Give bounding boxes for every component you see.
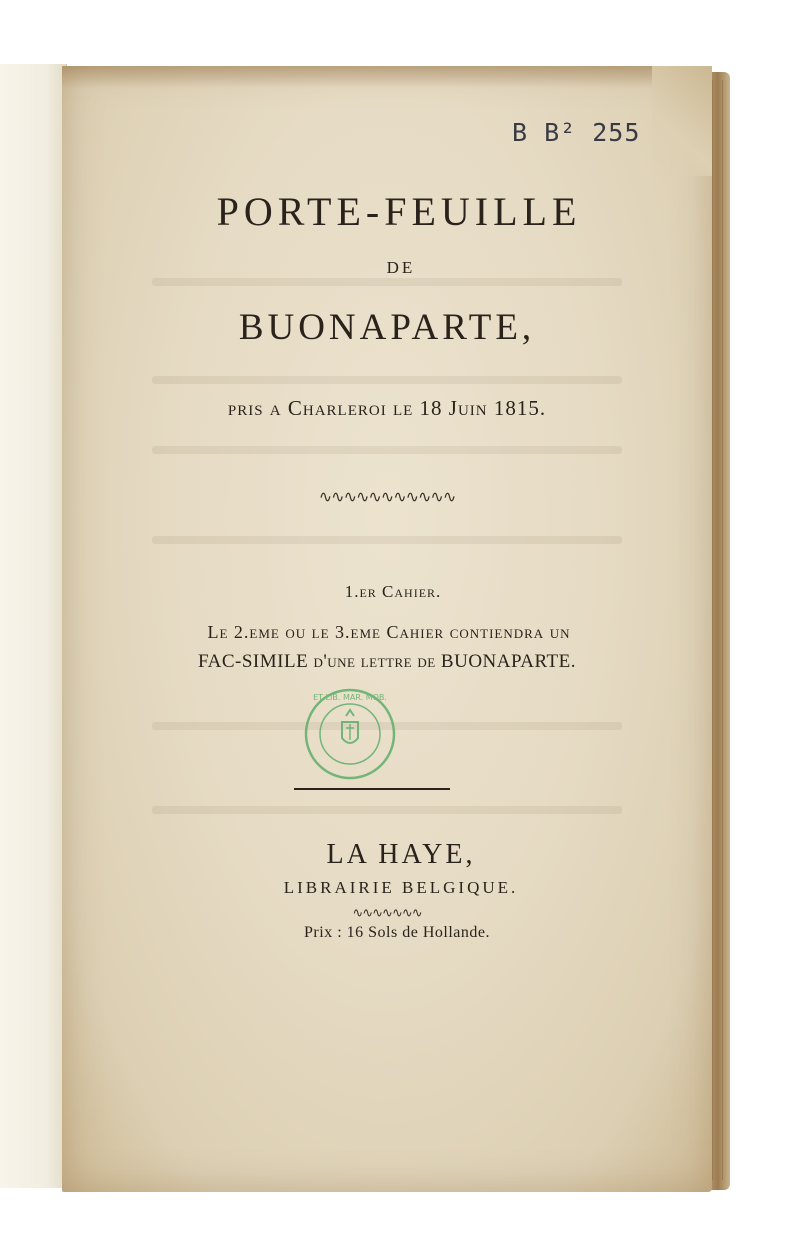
page-edge-line xyxy=(722,80,723,1180)
note-buonaparte: BUONAPARTE. xyxy=(440,651,577,672)
cahier-number: 1.er Cahier. xyxy=(344,582,442,601)
stamp-legend: ET LIB. MAR. MOB. xyxy=(313,693,387,702)
publisher: LIBRAIRIE BELGIQUE. xyxy=(283,878,519,897)
show-through-text xyxy=(152,536,622,544)
note-middle: d'une lettre de xyxy=(308,651,441,672)
title-de: DE xyxy=(386,258,416,277)
subtitle: pris a Charleroi le 18 Juin 1815. xyxy=(227,396,547,420)
show-through-text xyxy=(152,806,622,814)
note-line-1: Le 2.eme ou le 3.eme Cahier contiendra un xyxy=(207,622,571,642)
show-through-text xyxy=(152,376,622,384)
worn-corner xyxy=(652,66,712,176)
place-of-publication: LA HAYE, xyxy=(326,839,476,870)
ornament-divider-small: ∿∿∿∿∿∿∿ xyxy=(352,905,422,920)
blank-flyleaf xyxy=(0,64,67,1188)
show-through-text xyxy=(152,278,622,286)
call-number: B B² 255 xyxy=(512,118,641,147)
divider-rule xyxy=(294,788,450,790)
note-line-2 xyxy=(62,651,712,673)
library-stamp-icon xyxy=(302,686,398,782)
title-page xyxy=(62,66,712,1192)
show-through-text xyxy=(152,446,622,454)
ornament-divider: ∿∿∿∿∿∿∿∿∿∿∿ xyxy=(318,489,456,506)
title-line-1: PORTE-FEUILLE xyxy=(216,189,582,234)
price: Prix : 16 Sols de Hollande. xyxy=(304,924,490,941)
note-facsimile: FAC-SIMILE xyxy=(197,651,309,672)
title-line-2: BUONAPARTE, xyxy=(238,307,536,348)
